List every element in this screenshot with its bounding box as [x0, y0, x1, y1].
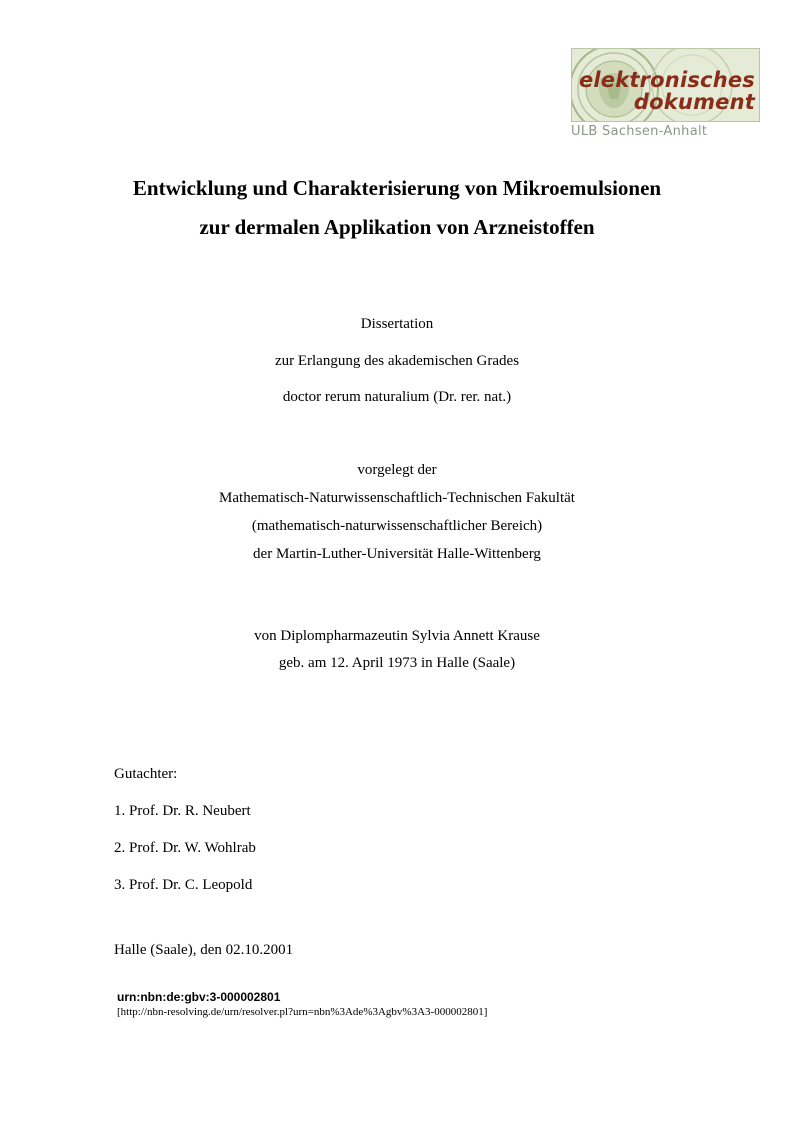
faculty-line-1: vorgelegt der — [357, 462, 437, 478]
reviewer-item: 3. Prof. Dr. C. Leopold — [114, 877, 253, 893]
logo-caption: ULB Sachsen-Anhalt — [571, 124, 708, 139]
place-date: Halle (Saale), den 02.10.2001 — [114, 942, 294, 958]
degree-line-1: Dissertation — [360, 316, 434, 332]
degree-line-3: doctor rerum naturalium (Dr. rer. nat.) — [282, 389, 512, 405]
urn-identifier: urn:nbn:de:gbv:3-000002801 — [117, 990, 281, 1004]
author-line-2: geb. am 12. April 1973 in Halle (Saale) — [278, 655, 516, 671]
reviewer-item: 2. Prof. Dr. W. Wohlrab — [114, 840, 256, 856]
resolver-link[interactable]: [http://nbn-resolving.de/urn/resolver.pl?urn=nbn%3Ade%3Agbv%3A3-000002801] — [117, 1006, 488, 1018]
degree-line-2: zur Erlangung des akademischen Grades — [274, 353, 520, 369]
title-line-1: Entwicklung und Charakterisierung von Mikroemulsionen — [132, 176, 662, 200]
elektronisches-dokument-logo — [571, 48, 760, 122]
title-line-2: zur dermalen Applikation von Arzneistoffen — [199, 215, 595, 239]
logo-word-elektronisches: elektronisches — [578, 68, 755, 92]
faculty-line-2: Mathematisch-Naturwissenschaftlich-Technischen Fakultät — [219, 490, 575, 506]
logo-word-dokument: dokument — [633, 90, 755, 114]
reviewer-item: 1. Prof. Dr. R. Neubert — [114, 803, 251, 819]
reviewers-heading: Gutachter: — [114, 766, 178, 782]
faculty-line-3: (mathematisch-naturwissenschaftlicher Bereich) — [251, 518, 543, 534]
faculty-line-4: der Martin-Luther-Universität Halle-Wittenberg — [253, 546, 541, 562]
author-line-1: von Diplompharmazeutin Sylvia Annett Krause — [254, 628, 540, 644]
